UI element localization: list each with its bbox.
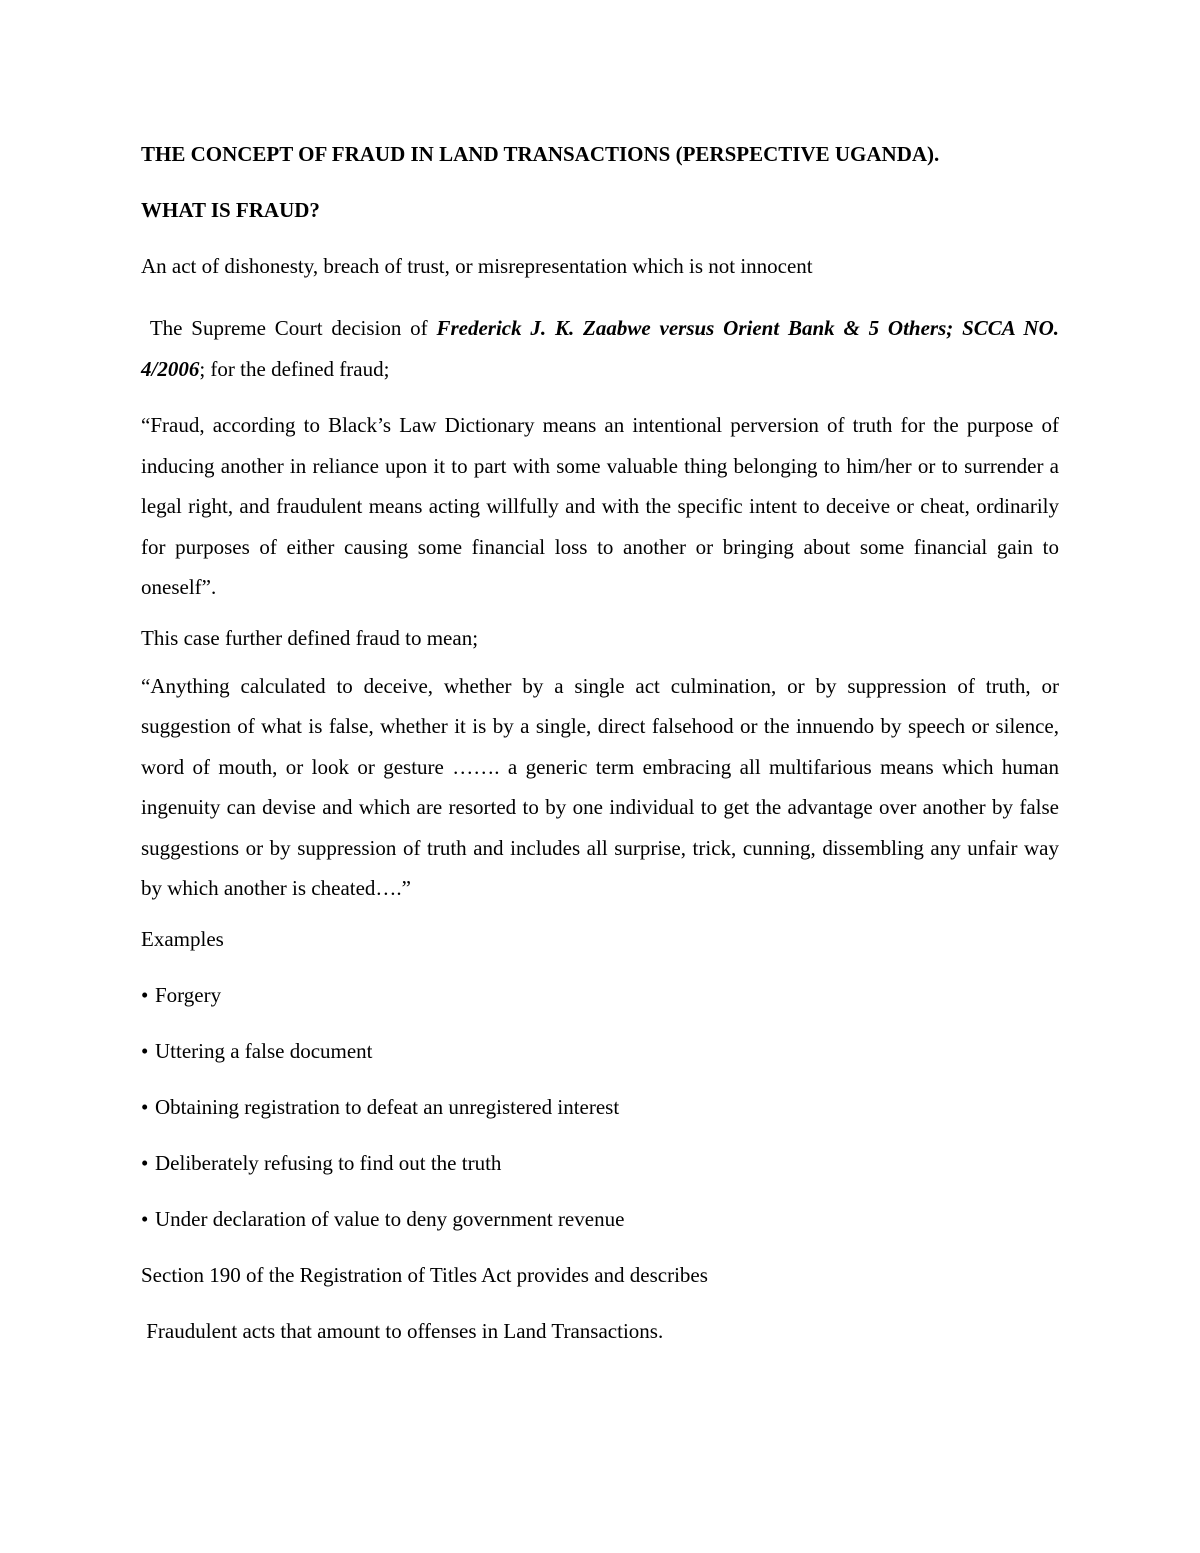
case-citation: Frederick J. K. Zaabwe versus Orient Bank & 5 Others; SCCA NO. 4/2006	[141, 316, 1065, 381]
case-intro-paragraph	[141, 308, 1065, 389]
further-definition-paragraph: This case further defined fraud to mean;	[141, 625, 479, 650]
section-190-paragraph: Section 190 of the Registration of Titles Act provides and describes	[141, 1262, 708, 1287]
list-item	[141, 1149, 1059, 1177]
list-item	[141, 1205, 1059, 1233]
section-heading-what-is-fraud: WHAT IS FRAUD?	[141, 198, 320, 222]
bullet-icon: •	[141, 1150, 149, 1175]
case-intro-suffix: ; for the defined fraud;	[199, 356, 390, 381]
document-page	[141, 140, 1065, 1373]
case-intro-prefix: The Supreme Court decision of	[141, 316, 437, 340]
list-item	[141, 1037, 1059, 1065]
example-text: Under declaration of value to deny government revenue	[155, 1206, 625, 1231]
bullet-icon: •	[141, 1206, 149, 1231]
bullet-icon: •	[141, 982, 149, 1007]
fraud-definition-quote: “Anything calculated to deceive, whether by a single act culmination, or by suppression of truth, or suggestion of what is false, whether it is by a single, direct falsehood or the innuendo by speech or silence, word of mouth, or look or gesture ……. a generic term embracing all multifarious means which human ingenuity can devise and which are resorted to by one individual to get the advantage over another by false suggestions or by suppression of truth and includes all surprise, trick, cunning, dissembling any unfair way by which another is cheated….”	[141, 673, 1059, 900]
document-title: THE CONCEPT OF FRAUD IN LAND TRANSACTIONS (PERSPECTIVE UGANDA).	[141, 142, 940, 166]
bullet-icon: •	[141, 1038, 149, 1063]
example-text: Uttering a false document	[155, 1038, 373, 1063]
list-item	[141, 1093, 1059, 1121]
example-text: Obtaining registration to defeat an unregistered interest	[155, 1094, 620, 1119]
list-item	[141, 981, 1059, 1009]
examples-label: Examples	[141, 926, 224, 951]
example-text: Deliberately refusing to find out the truth	[155, 1150, 502, 1175]
examples-list	[141, 981, 1059, 1233]
blacks-law-quote: “Fraud, according to Black’s Law Dictionary means an intentional perversion of truth for the purpose of inducing another in reliance upon it to part with some valuable thing belonging to him/her or to surrender a legal right, and fraudulent means acting willfully and with the specific intent to deceive or cheat, ordinarily for purposes of either causing some financial loss to another or bringing about some financial gain to oneself”.	[141, 413, 1059, 599]
definition-paragraph: An act of dishonesty, breach of trust, or misrepresentation which is not innocent	[141, 254, 813, 278]
example-text: Forgery	[155, 982, 222, 1007]
bullet-icon: •	[141, 1094, 149, 1119]
closing-paragraph: Fraudulent acts that amount to offenses in Land Transactions.	[141, 1318, 664, 1343]
